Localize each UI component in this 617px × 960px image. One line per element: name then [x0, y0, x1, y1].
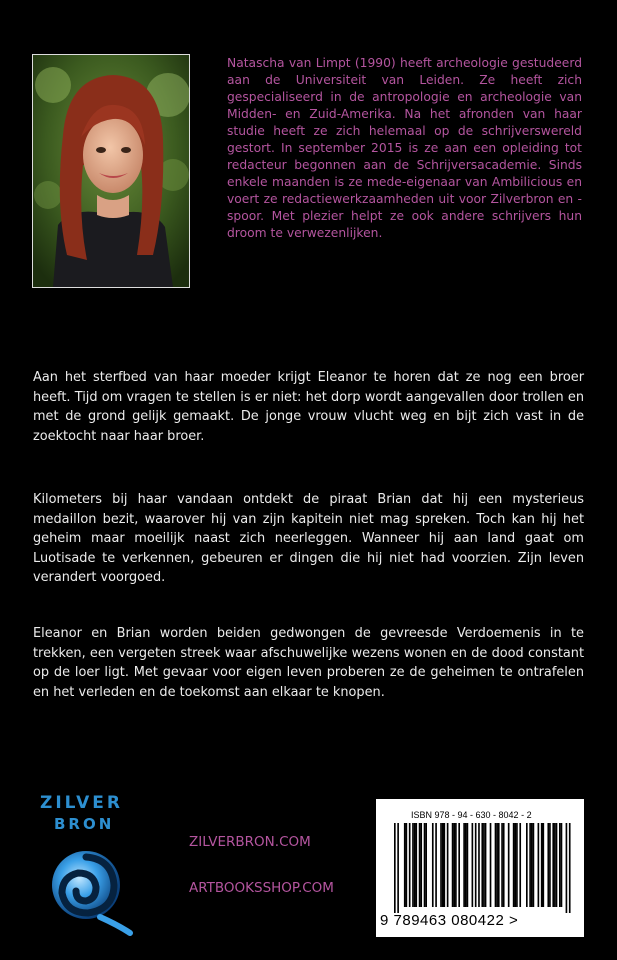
barcode-bar: [566, 823, 568, 913]
barcode-bar: [467, 823, 469, 907]
barcode-bar: [552, 823, 554, 907]
barcode-bar: [435, 823, 437, 907]
isbn-barcode: [376, 799, 584, 937]
barcode-bar: [425, 823, 427, 907]
barcode-bar: [440, 823, 442, 907]
barcode-bar: [447, 823, 449, 907]
barcode-bar: [514, 823, 516, 907]
barcode-bar: [508, 823, 510, 907]
barcode-bar: [496, 823, 498, 907]
barcode-bar: [538, 823, 540, 907]
barcode-bar: [458, 823, 460, 907]
barcode-bar: [406, 823, 408, 907]
barcode-bar: [547, 823, 549, 907]
barcode-bar: [452, 823, 454, 907]
barcode-bar: [516, 823, 518, 907]
barcode-bar: [526, 823, 528, 907]
barcode-bars: [394, 823, 574, 913]
barcode-bar: [498, 823, 500, 907]
barcode-bar: [495, 823, 497, 907]
barcode-bar: [414, 823, 416, 907]
logo-word-zilver: ZILVER: [40, 793, 124, 813]
barcode-bar: [490, 823, 492, 907]
barcode-bar: [556, 823, 558, 907]
barcode-bar: [397, 823, 399, 913]
barcode-bar: [420, 823, 422, 907]
website-zilverbron-link[interactable]: ZILVERBRON.COM: [189, 834, 311, 850]
author-photo: [32, 54, 190, 288]
barcode-bar: [481, 823, 483, 907]
swirl-icon: [40, 837, 136, 937]
barcode-bar: [549, 823, 551, 907]
story-paragraph-3: Eleanor en Brian worden beiden gedwongen de gevreesde Verdoemenis in te trekken, een vergeten streek waar afschuwelijke wezens wonen en de dood constant op de loer ligt. Met gevaar voor eigen leven proberen ze de geheimen te ontrafelen en het verleden en de toekomst aan elkaar te knopen.: [33, 626, 584, 700]
barcode-bar: [503, 823, 505, 907]
barcode-bar: [485, 823, 487, 907]
barcode-bar: [569, 823, 571, 913]
logo-word-bron: BRON: [54, 815, 115, 833]
barcode-bar: [404, 823, 406, 907]
barcode-bar: [415, 823, 417, 907]
barcode-bar: [394, 823, 396, 913]
barcode-bar: [559, 823, 561, 907]
author-portrait-image: [33, 55, 189, 287]
barcode-bar: [444, 823, 446, 907]
barcode-bar: [442, 823, 444, 907]
barcode-bar: [463, 823, 465, 907]
barcode-bar: [543, 823, 545, 907]
barcode-bar: [478, 823, 480, 907]
barcode-digits: 9 789463 080422 >: [380, 912, 519, 929]
barcode-bar: [424, 823, 426, 907]
website-artbooksshop-link[interactable]: ARTBOOKSSHOP.COM: [189, 880, 334, 896]
barcode-bar: [432, 823, 434, 907]
barcode-bar: [561, 823, 563, 907]
publisher-logo: [28, 793, 148, 943]
story-paragraph-2: Kilometers bij haar vandaan ontdekt de piraat Brian dat hij een mysterieus medaillon bezit, waarover hij van zijn kapitein niet mag spreken. Toch kan hij het geheim maar moeilijk naast zich neerleggen. Wanneer hij aan land gaat om Luotisade te verkennen, gebeuren er dingen die hij niet had voorzien. Zijn leven verandert voorgoed.: [33, 492, 584, 585]
barcode-bar: [483, 823, 485, 907]
barcode-bar: [531, 823, 533, 907]
barcode-bar: [453, 823, 455, 907]
barcode-bar: [513, 823, 515, 907]
barcode-bar: [419, 823, 421, 907]
author-bio: Natascha van Limpt (1990) heeft archeologie gestudeerd aan de Universiteit van Leiden. Ze heeft zich gespecialiseerd in de antropologie en archeologie van Midden- en Zuid-Amerika. Na het afronden van haar studie heeft ze zich helemaal op de schrijverswereld gestort. In september 2015 is ze aan een opleiding tot redacteur begonnen aan de Schrijversacademie. Sinds enkele maanden is ze mede-eigenaar van Ambilicious en voert ze redactiewerkzaamheden uit voor Zilverbron en -spoor. Met plezier helpt ze ook andere schrijvers hun droom te verwezenlijken.: [227, 56, 582, 240]
barcode-bar: [529, 823, 531, 907]
barcode-bar: [519, 823, 521, 907]
story-paragraph-1: Aan het sterfbed van haar moeder krijgt Eleanor te horen dat ze nog een broer heeft. Tijd om vragen te stellen is er niet: het dorp wordt aangevallen door trollen en met de grond gelijk gemaakt. De jonge vrouw vlucht weg en bijt zich vast in de zoektocht naar haar broer.: [33, 370, 584, 444]
barcode-bar: [455, 823, 457, 907]
barcode-bar: [472, 823, 474, 907]
barcode-bar: [541, 823, 543, 907]
isbn-label: ISBN 978 - 94 - 630 - 8042 - 2: [411, 810, 532, 820]
barcode-bar: [409, 823, 411, 907]
barcode-bar: [412, 823, 414, 907]
barcode-bar: [533, 823, 535, 907]
barcode-bar: [501, 823, 503, 907]
barcode-bar: [475, 823, 477, 907]
barcode-bar: [465, 823, 467, 907]
barcode-bar: [554, 823, 556, 907]
